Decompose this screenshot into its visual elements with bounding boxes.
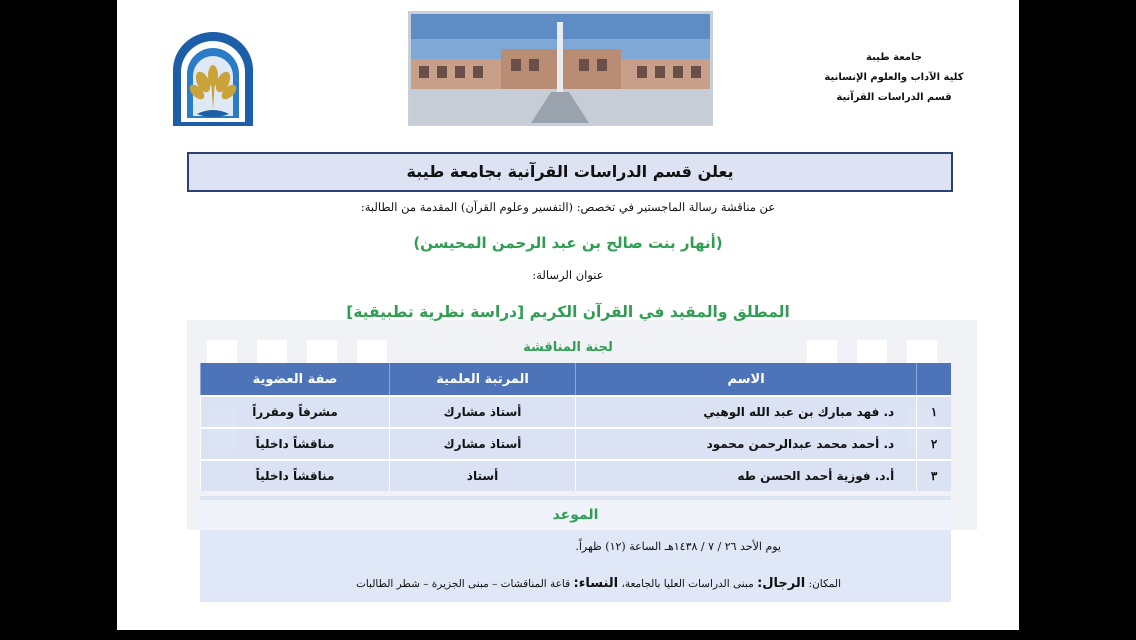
- table-row: [201, 396, 952, 428]
- member-name: د. أحمد محمد عبدالرحمن محمود: [576, 428, 917, 460]
- schedule-title: الموعد: [200, 500, 951, 530]
- committee-table: [200, 363, 951, 491]
- header-name: الاسم: [576, 363, 917, 396]
- university-header: [809, 48, 979, 108]
- men-label: الرجال:: [757, 576, 806, 591]
- member-rank: أستاذ: [390, 460, 576, 491]
- member-role: مناقشاً داخلياً: [201, 460, 390, 491]
- table-row: [201, 460, 952, 491]
- women-place: قاعة المناقشات – مبنى الجزيرة – شطر الطالبات: [355, 578, 571, 590]
- row-number: ١: [917, 396, 951, 428]
- announcement-page: [117, 0, 1019, 630]
- row-number: ٢: [917, 428, 951, 460]
- university-name: جامعة طيبة: [866, 52, 922, 63]
- women-label: النساء:: [573, 576, 619, 591]
- announcement-banner: يعلن قسم الدراسات القرآنية بجامعة طيبة: [187, 152, 953, 192]
- thesis-title: المطلق والمقيد في القرآن الكريم [دراسة نظرية تطبيقية]: [346, 303, 790, 321]
- thesis-label: عنوان الرسالة:: [532, 268, 604, 282]
- member-role: مشرفاً ومقرراً: [201, 396, 390, 428]
- table-row: [201, 428, 952, 460]
- member-rank: أستاذ مشارك: [390, 428, 576, 460]
- member-name: أ.د. فوزية أحمد الحسن طه: [576, 460, 917, 491]
- header-role: صفة العضوية: [201, 363, 390, 396]
- place-label: المكان:: [808, 578, 841, 590]
- header-number: [917, 363, 951, 396]
- member-name: د. فهد مبارك بن عبد الله الوهبي: [576, 396, 917, 428]
- schedule-date: يوم الأحد ٢٦ / ٧ / ١٤٣٨هـ الساعة (١٢) ظهراً.: [575, 540, 781, 553]
- student-name: (أنهار بنت صالح بن عبد الرحمن المحيسن): [413, 234, 723, 252]
- taibah-university-logo: [167, 30, 259, 130]
- intro-text: عن مناقشة رسالة الماجستير في تخصص: (التفسير وعلوم القرآن) المقدمة من الطالبة:: [360, 200, 776, 214]
- men-place: مبنى الدراسات العليا بالجامعة،: [621, 578, 754, 590]
- campus-photo: [408, 11, 713, 126]
- schedule-box: [200, 496, 951, 602]
- header-rank: المرتبة العلمية: [390, 363, 576, 396]
- college-name: كلية الآداب والعلوم الإنسانية: [824, 72, 964, 83]
- committee-title: لجنة المناقشة: [523, 340, 613, 355]
- member-role: مناقشاً داخلياً: [201, 428, 390, 460]
- row-number: ٣: [917, 460, 951, 491]
- member-rank: أستاذ مشارك: [390, 396, 576, 428]
- schedule-place: [356, 576, 841, 591]
- table-header-row: [201, 363, 952, 396]
- department-name: قسم الدراسات القرآنية: [836, 92, 952, 103]
